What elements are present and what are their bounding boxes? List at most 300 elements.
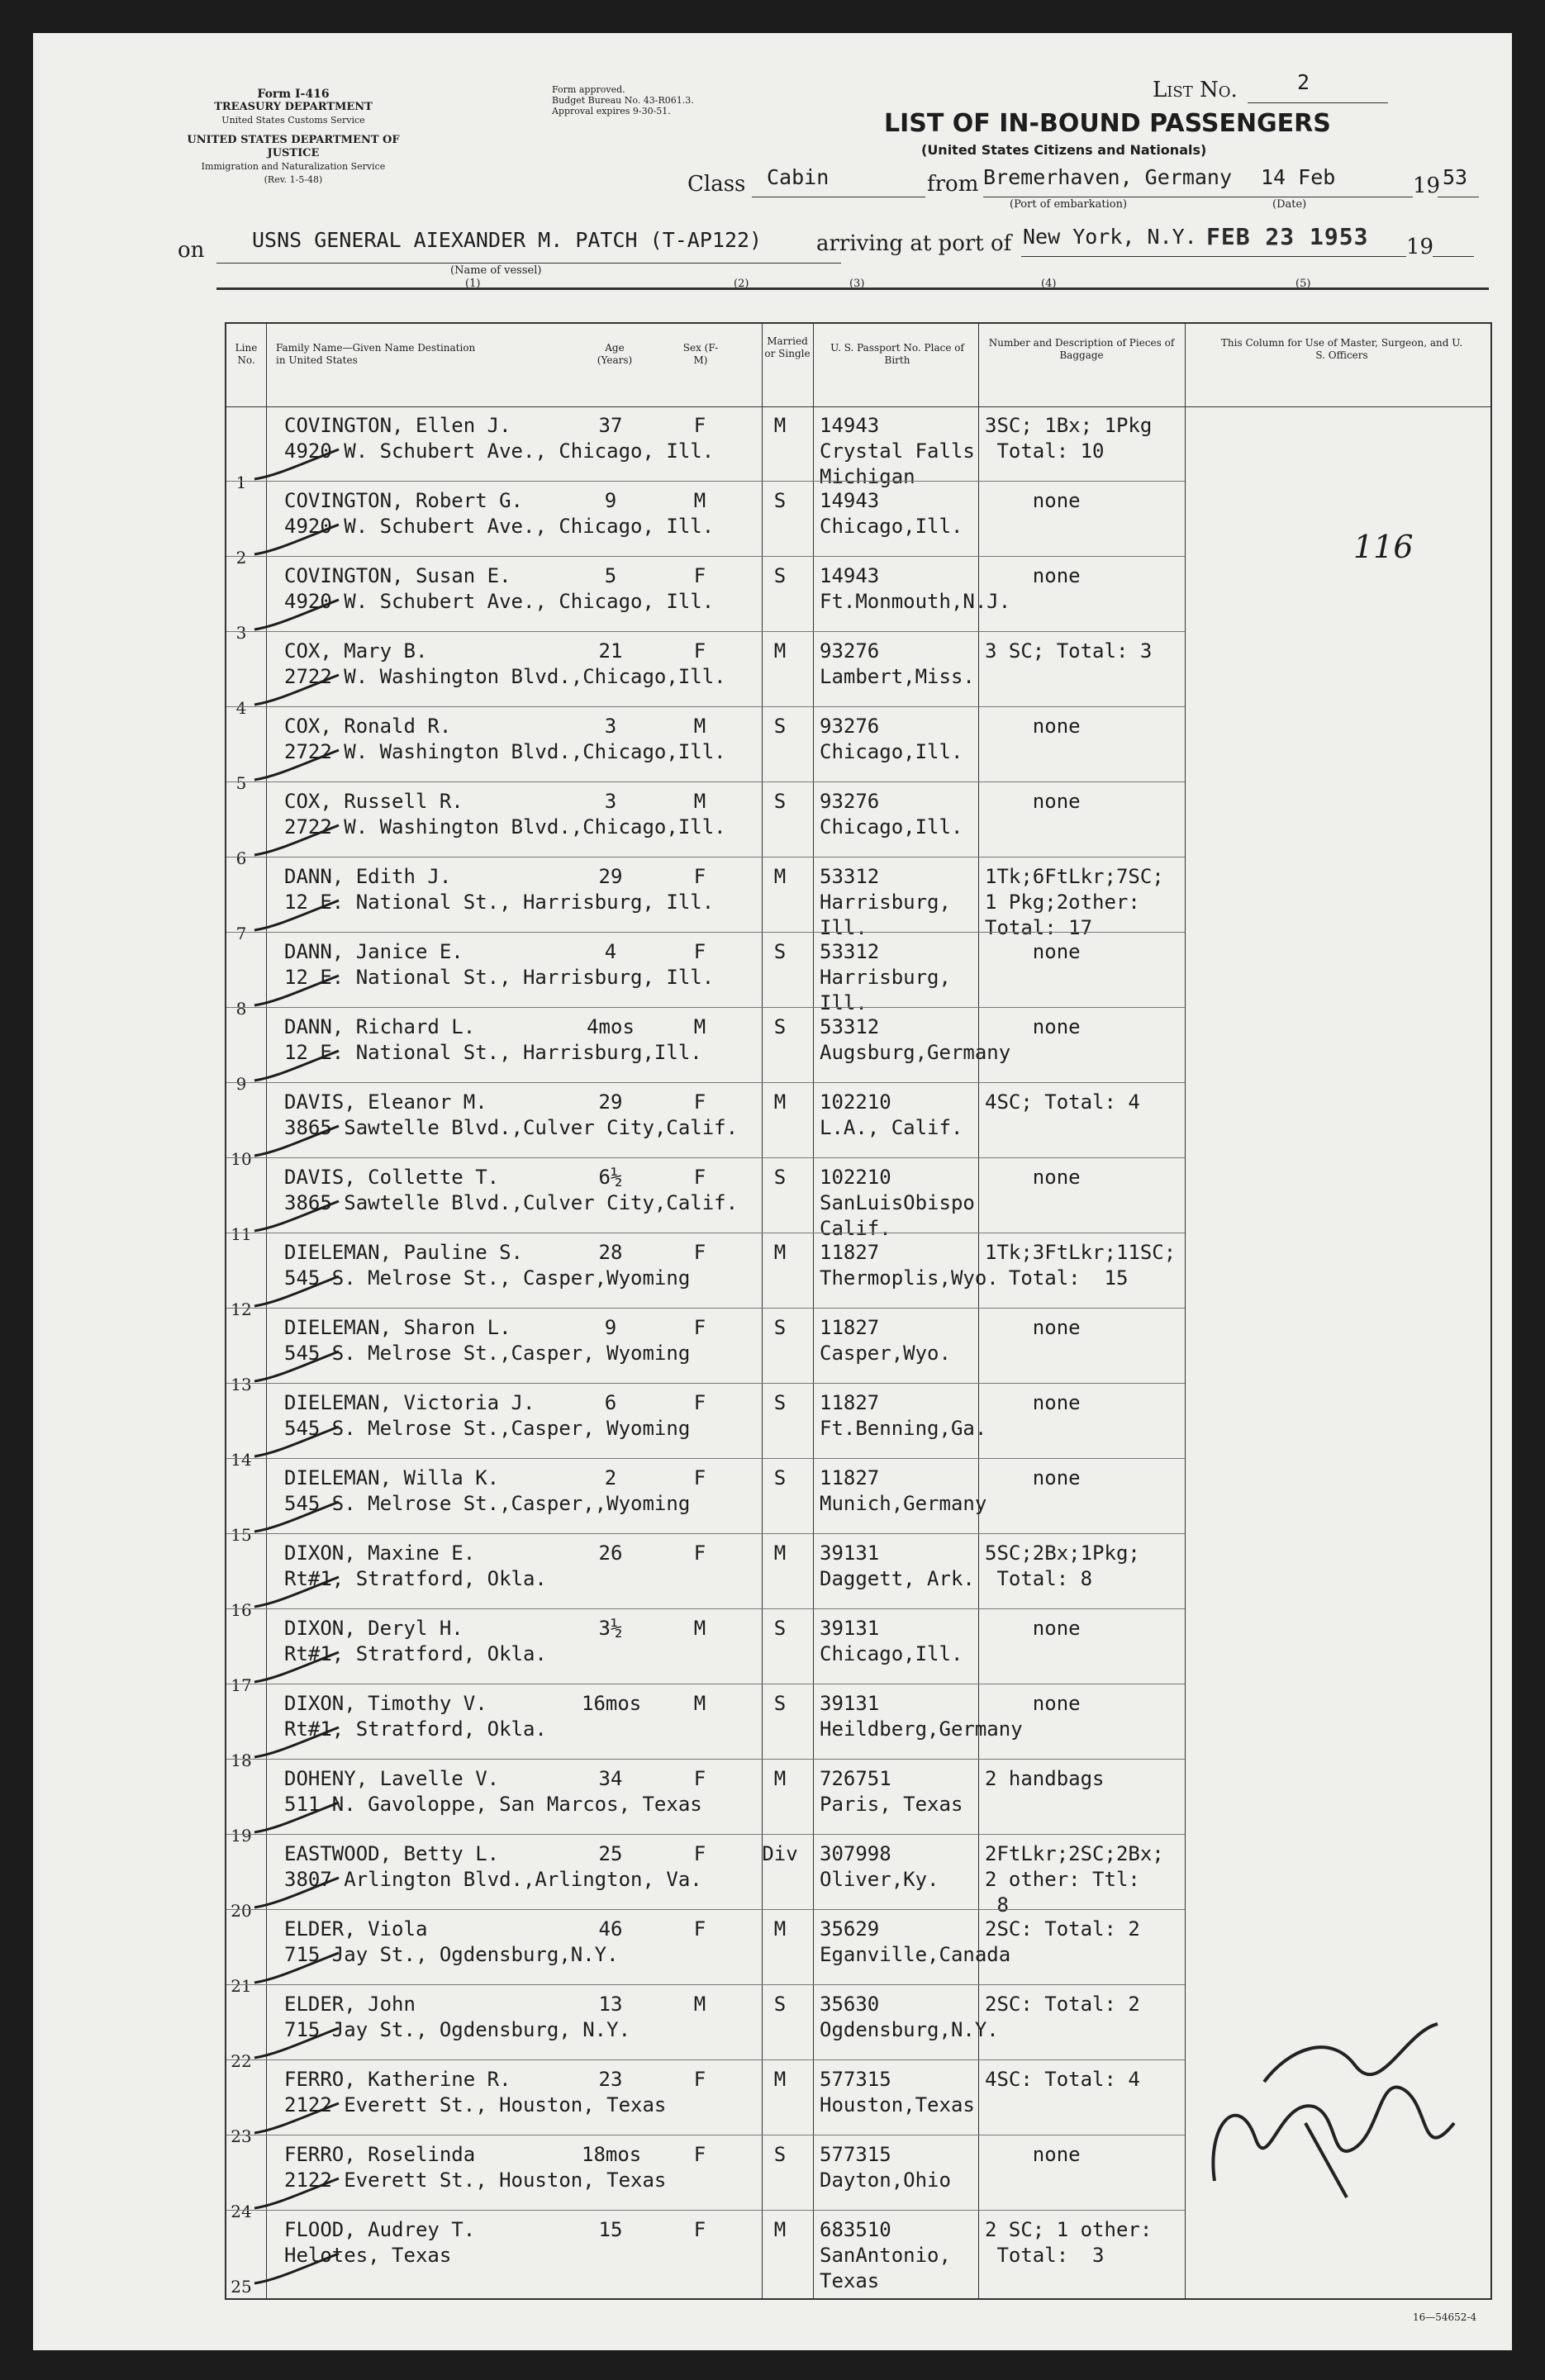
line-number: 10 [231, 1149, 252, 1169]
passenger-marital-status: M [773, 865, 787, 888]
passenger-birthplace: Ogdensburg,N.Y. [820, 2018, 999, 2041]
arrival-year-prefix: 19 [1406, 235, 1434, 259]
list-no-label: List No. [1153, 78, 1238, 102]
passenger-marital-status: M [773, 1542, 787, 1565]
passenger-name: DANN, Richard L. [284, 1015, 476, 1038]
passenger-name: DIXON, Timothy V. [284, 1692, 487, 1715]
passenger-marital-status: S [773, 1316, 787, 1339]
passenger-birthplace: Paris, Texas [820, 1793, 963, 1816]
check-mark [251, 672, 342, 710]
passenger-sex: F [693, 1542, 706, 1565]
passenger-birthplace: Houston,Texas [820, 2093, 975, 2116]
passenger-passport-no: 93276 [820, 639, 880, 663]
dept-ins: Immigration and Naturalization Service [201, 161, 386, 172]
passenger-passport-no: 39131 [820, 1542, 880, 1565]
passenger-address: 2722 W. Washington Blvd.,Chicago,Ill. [284, 740, 726, 763]
line-number: 3 [235, 623, 247, 643]
passenger-birthplace: Chicago,Ill. [820, 740, 963, 763]
passenger-sex: M [693, 489, 706, 512]
form-subtitle: (United States Citizens and Nationals) [921, 142, 1207, 158]
passenger-address: 12 E. National St., Harrisburg, Ill. [284, 891, 715, 914]
header-name: Family Name—Given Name Destination in United States [276, 342, 476, 366]
passenger-baggage: 2 handbags [985, 1767, 1105, 1790]
check-mark [251, 1950, 342, 1988]
line-number: 22 [231, 2051, 252, 2071]
passenger-passport-no: 577315 [820, 2068, 891, 2091]
line-number: 17 [231, 1675, 252, 1695]
passenger-sex: F [693, 1166, 706, 1189]
year-value: 53 [1443, 165, 1468, 189]
passenger-passport-no: 14943 [820, 564, 880, 587]
passenger-baggage: 2FtLkr;2SC;2Bx; 2 other: Ttl: 8 [985, 1842, 1164, 1917]
passenger-birthplace: SanAntonio, Texas [820, 2244, 951, 2292]
list-no-value: 2 [1297, 70, 1310, 94]
table-row [226, 1910, 1490, 1996]
passenger-marital-status: S [773, 1466, 787, 1489]
passenger-age: 9 [604, 1316, 617, 1339]
passenger-sex: F [693, 564, 706, 587]
passenger-sex: F [693, 1767, 706, 1790]
passenger-marital-status: Div [762, 1842, 798, 1865]
passenger-marital-status: S [773, 940, 787, 963]
passenger-passport-no: 93276 [820, 790, 880, 813]
passenger-birthplace: Munich,Germany [820, 1492, 987, 1515]
check-mark [251, 2250, 342, 2288]
dept-justice: UNITED STATES DEPARTMENT OF JUSTICE [187, 134, 400, 159]
passenger-passport-no: 577315 [820, 2143, 891, 2166]
passenger-baggage: 2SC: Total: 2 [985, 1917, 1140, 1941]
header-married: Married or Single [764, 335, 811, 359]
colnum-4: (4) [1041, 278, 1057, 290]
passenger-name: DIELEMAN, Victoria J. [284, 1391, 535, 1414]
passenger-age: 3 [604, 790, 617, 813]
table-row [226, 1384, 1490, 1470]
passenger-baggage: none [985, 1391, 1081, 1414]
passenger-baggage: 3 SC; Total: 3 [985, 639, 1153, 663]
passenger-sex: F [693, 1917, 706, 1941]
passenger-marital-status: S [773, 790, 787, 813]
passenger-passport-no: 35630 [820, 1993, 880, 2016]
class-value: Cabin [767, 165, 830, 189]
passenger-age: 29 [598, 1090, 623, 1114]
approval-line: Budget Bureau No. 43-R061.3. [552, 95, 694, 106]
passenger-baggage: none [985, 1015, 1081, 1038]
passenger-age: 5 [604, 564, 617, 587]
line-number: 20 [231, 1901, 252, 1921]
table-row [226, 2211, 1490, 2297]
passenger-marital-status: S [773, 1993, 787, 2016]
header-age: Age (Years) [597, 342, 633, 366]
passenger-sex: F [693, 1842, 706, 1865]
passenger-baggage: none [985, 564, 1081, 587]
arrival-port: New York, N.Y. [1023, 225, 1197, 249]
passenger-birthplace: Daggett, Ark. [820, 1567, 975, 1590]
approval-line: Approval expires 9-30-51. [552, 106, 671, 116]
footer-code: 16—54652-4 [1413, 2311, 1477, 2323]
check-mark [251, 1123, 342, 1161]
line-number: 13 [231, 1375, 252, 1394]
line-number: 2 [235, 548, 247, 568]
check-mark [251, 446, 342, 484]
passenger-name: DAVIS, Eleanor M. [284, 1090, 487, 1114]
passenger-marital-status: S [773, 1692, 787, 1715]
passenger-age: 34 [598, 1767, 623, 1790]
passenger-name: COX, Russell R. [284, 790, 464, 813]
passenger-marital-status: M [773, 1767, 787, 1790]
passenger-birthplace: Lambert,Miss. [820, 665, 975, 688]
passenger-marital-status: M [773, 1241, 787, 1264]
passenger-marital-status: M [773, 2068, 787, 2091]
passenger-passport-no: 11827 [820, 1316, 880, 1339]
passenger-sex: F [693, 1090, 706, 1114]
header-sex: Sex (F-M) [682, 342, 719, 366]
passenger-address: 715 Jay St., Ogdensburg,N.Y. [284, 1943, 619, 1966]
check-mark [251, 747, 342, 785]
line-number: 7 [235, 924, 247, 943]
passenger-sex: F [693, 1466, 706, 1489]
passenger-age: 6½ [598, 1166, 623, 1189]
passenger-name: COVINGTON, Susan E. [284, 564, 511, 587]
passenger-birthplace: Chicago,Ill. [820, 515, 963, 538]
passenger-birthplace: Chicago,Ill. [820, 1642, 963, 1665]
passenger-name: ELDER, John [284, 1993, 416, 2016]
passenger-name: FERRO, Roselinda [284, 2143, 476, 2166]
passenger-birthplace: Augsburg,Germany [820, 1041, 1011, 1064]
passenger-passport-no: 14943 [820, 489, 880, 512]
table-row [226, 1008, 1490, 1094]
table-row [226, 782, 1490, 868]
table-row [226, 1609, 1490, 1695]
passenger-address: 545 S. Melrose St.,Casper, Wyoming [284, 1342, 691, 1365]
passenger-marital-status: S [773, 1617, 787, 1640]
header-rule [216, 287, 1489, 290]
passenger-name: DOHENY, Lavelle V. [284, 1767, 500, 1790]
passenger-name: COX, Mary B. [284, 639, 428, 663]
passenger-address: 3865 Sawtelle Blvd.,Culver City,Calif. [284, 1116, 739, 1139]
passenger-passport-no: 39131 [820, 1617, 880, 1640]
passenger-baggage: none [985, 1466, 1081, 1489]
passenger-marital-status: M [773, 639, 787, 663]
passenger-birthplace: L.A., Calif. [820, 1116, 963, 1139]
passenger-passport-no: 11827 [820, 1241, 880, 1264]
passenger-passport-no: 307998 [820, 1842, 891, 1865]
table-row [226, 1835, 1490, 1921]
passenger-age: 25 [598, 1842, 623, 1865]
colnum-3: (3) [849, 278, 865, 290]
passenger-name: COVINGTON, Ellen J. [284, 414, 511, 437]
check-mark [251, 1047, 342, 1085]
passenger-age: 16mos [582, 1692, 642, 1715]
passenger-birthplace: Crystal Falls Michigan [820, 439, 975, 488]
table-row [226, 1233, 1490, 1319]
passenger-birthplace: Dayton,Ohio [820, 2169, 951, 2192]
passenger-address: Rt#1, Stratford, Okla. [284, 1642, 547, 1665]
table-row [226, 1684, 1490, 1770]
passenger-passport-no: 683510 [820, 2218, 891, 2241]
line-number: 4 [235, 698, 247, 718]
passenger-passport-no: 102210 [820, 1090, 891, 1114]
passenger-passport-no: 53312 [820, 940, 880, 963]
line-number: 12 [231, 1299, 252, 1319]
passenger-passport-no: 102210 [820, 1166, 891, 1189]
passenger-name: COVINGTON, Robert G. [284, 489, 523, 512]
table-row [226, 1309, 1490, 1394]
check-mark [251, 2100, 342, 2138]
passenger-baggage: none [985, 1617, 1081, 1640]
passenger-sex: M [693, 1617, 706, 1640]
passenger-baggage: 1Tk;6FtLkr;7SC; 1 Pkg;2other: Total: 17 [985, 865, 1164, 939]
dept-customs: United States Customs Service [221, 115, 365, 126]
passenger-age: 15 [598, 2218, 623, 2241]
passenger-sex: F [693, 2143, 706, 2166]
passenger-sex: M [693, 1993, 706, 2016]
passenger-baggage: 5SC;2Bx;1Pkg; Total: 8 [985, 1542, 1140, 1590]
passenger-baggage: none [985, 940, 1081, 963]
check-mark [251, 1724, 342, 1762]
passenger-passport-no: 93276 [820, 715, 880, 738]
passenger-address: 3807 Arlington Blvd.,Arlington, Va. [284, 1868, 702, 1891]
check-mark [251, 972, 342, 1010]
passenger-address: 12 E. National St., Harrisburg,Ill. [284, 1041, 702, 1064]
vessel-underline [216, 263, 841, 264]
passenger-name: DIELEMAN, Pauline S. [284, 1241, 523, 1264]
table-row [226, 1534, 1490, 1620]
passenger-baggage: 4SC; Total: 4 [985, 1090, 1140, 1114]
passenger-sex: F [693, 865, 706, 888]
passenger-age: 46 [598, 1917, 623, 1941]
passenger-age: 26 [598, 1542, 623, 1565]
line-number: 14 [231, 1450, 252, 1470]
manifest-page [33, 33, 1512, 2350]
passenger-name: FERRO, Katherine R. [284, 2068, 511, 2091]
embark-date: 14 Feb [1261, 165, 1336, 189]
passenger-name: COX, Ronald R. [284, 715, 452, 738]
passenger-sex: M [693, 790, 706, 813]
passenger-name: DIXON, Maxine E. [284, 1542, 476, 1565]
form-number: Form I-416 [257, 88, 330, 101]
passenger-birthplace: Ft.Monmouth,N.J. [820, 590, 1011, 613]
passenger-passport-no: 35629 [820, 1917, 880, 1941]
check-mark [251, 1348, 342, 1386]
table-row [226, 482, 1490, 568]
passenger-name: DIELEMAN, Willa K. [284, 1466, 500, 1489]
vessel-name: USNS GENERAL AIEXANDER M. PATCH (T-AP122) [252, 228, 763, 252]
arrival-year-underline [1433, 256, 1474, 257]
line-number: 19 [231, 1826, 252, 1846]
passenger-marital-status: S [773, 715, 787, 738]
colnum-5: (5) [1295, 278, 1311, 290]
on-label: on [178, 238, 205, 263]
passenger-sex: F [693, 940, 706, 963]
table-row [226, 1760, 1490, 1846]
check-mark [251, 822, 342, 860]
passenger-name: DIXON, Deryl H. [284, 1617, 464, 1640]
passenger-name: DAVIS, Collette T. [284, 1166, 500, 1189]
passenger-address: 545 S. Melrose St.,Casper,,Wyoming [284, 1492, 691, 1515]
passenger-sex: M [693, 715, 706, 738]
header-passport: U. S. Passport No. Place of Birth [830, 342, 964, 366]
passenger-birthplace: Harrisburg, Ill. [820, 891, 951, 939]
table-row [226, 406, 1490, 492]
arrival-date-stamp: FEB 23 1953 [1206, 223, 1369, 250]
passenger-sex: F [693, 1241, 706, 1264]
passenger-name: DANN, Edith J. [284, 865, 452, 888]
passenger-marital-status: M [773, 2218, 787, 2241]
passenger-sex: M [693, 1015, 706, 1038]
check-mark [251, 1423, 342, 1461]
passenger-birthplace: Ft.Benning,Ga. [820, 1417, 987, 1440]
table-row [226, 557, 1490, 643]
line-number: 5 [235, 773, 247, 793]
passenger-address: 545 S. Melrose St., Casper,Wyoming [284, 1266, 691, 1290]
passenger-marital-status: M [773, 1090, 787, 1114]
check-mark [251, 596, 342, 634]
embark-port-caption: (Port of embarkation) [1010, 198, 1128, 211]
passenger-baggage: none [985, 2143, 1081, 2166]
passenger-address: 3865 Sawtelle Blvd.,Culver City,Calif. [284, 1191, 739, 1214]
form-title: LIST OF IN-BOUND PASSENGERS [884, 109, 1331, 138]
passenger-passport-no: 53312 [820, 1015, 880, 1038]
passenger-age: 4 [604, 940, 617, 963]
passenger-sex: F [693, 1316, 706, 1339]
table-row [226, 1459, 1490, 1545]
passenger-age: 3½ [598, 1617, 623, 1640]
passenger-address: 2122 Everett St., Houston, Texas [284, 2093, 667, 2116]
approval-block [552, 84, 694, 116]
passenger-birthplace: Oliver,Ky. [820, 1868, 939, 1891]
arriving-label: arriving at port of [816, 231, 1012, 256]
passenger-age: 13 [598, 1993, 623, 2016]
passenger-passport-no: 726751 [820, 1767, 891, 1790]
passenger-passport-no: 11827 [820, 1466, 880, 1489]
passenger-name: EASTWOOD, Betty L. [284, 1842, 500, 1865]
passenger-address: 4920 W. Schubert Ave., Chicago, Ill. [284, 590, 715, 613]
line-number: 8 [235, 999, 247, 1019]
line-number: 9 [235, 1074, 247, 1094]
check-mark [251, 1574, 342, 1612]
dept-treasury: TREASURY DEPARTMENT [214, 101, 373, 113]
header-line-no: Line No. [235, 342, 258, 366]
class-label: Class [687, 172, 746, 197]
check-mark [251, 1499, 342, 1537]
check-mark [251, 897, 342, 935]
passenger-baggage: 2SC: Total: 2 [985, 1993, 1140, 2016]
line-number: 15 [231, 1525, 252, 1545]
passenger-marital-status: M [773, 1917, 787, 1941]
check-mark [251, 1198, 342, 1236]
passenger-birthplace: Eganville,Canada [820, 1943, 1011, 1966]
passenger-birthplace: SanLuisObispo Calif. [820, 1191, 975, 1240]
passenger-sex: F [693, 2068, 706, 2091]
passenger-marital-status: S [773, 564, 787, 587]
passenger-birthplace: Thermoplis,Wyo. [820, 1266, 999, 1290]
line-number: 18 [231, 1751, 252, 1770]
header-baggage: Number and Description of Pieces of Baggage [988, 337, 1175, 361]
passenger-age: 4mos [587, 1015, 635, 1038]
passenger-age: 6 [604, 1391, 617, 1414]
passenger-baggage: 1Tk;3FtLkr;11SC; Total: 15 [985, 1241, 1177, 1290]
passenger-marital-status: S [773, 2143, 787, 2166]
passenger-baggage: none [985, 489, 1081, 512]
passenger-sex: M [693, 1692, 706, 1715]
arrival-underline [1021, 256, 1406, 257]
check-mark [251, 1799, 342, 1837]
line-number: 21 [231, 1976, 252, 1996]
table-row [226, 857, 1490, 943]
from-label: from [927, 172, 979, 197]
check-mark [251, 2175, 342, 2213]
passenger-name: DIELEMAN, Sharon L. [284, 1316, 511, 1339]
passenger-name: FLOOD, Audrey T. [284, 2218, 476, 2241]
line-number: 6 [235, 848, 247, 868]
embark-port: Bremerhaven, Germany [983, 165, 1233, 189]
check-mark [251, 1273, 342, 1311]
passenger-name: DANN, Janice E. [284, 940, 464, 963]
line-number: 24 [231, 2202, 252, 2221]
passenger-address: 4920 W. Schubert Ave., Chicago, Ill. [284, 515, 715, 538]
form-revision: (Rev. 1-5-48) [264, 174, 323, 185]
passenger-address: 2722 W. Washington Blvd.,Chicago,Ill. [284, 815, 726, 838]
passenger-passport-no: 53312 [820, 865, 880, 888]
passenger-address: 511 N. Gavoloppe, San Marcos, Texas [284, 1793, 702, 1816]
passenger-sex: F [693, 639, 706, 663]
passenger-marital-status: S [773, 1391, 787, 1414]
passenger-age: 9 [604, 489, 617, 512]
passenger-passport-no: 11827 [820, 1391, 880, 1414]
line-number: 25 [231, 2277, 252, 2297]
passenger-address: 715 Jay St., Ogdensburg, N.Y. [284, 2018, 631, 2041]
passenger-baggage: 4SC: Total: 4 [985, 2068, 1140, 2091]
passenger-marital-status: S [773, 1166, 787, 1189]
passenger-sex: F [693, 1391, 706, 1414]
table-row [226, 933, 1490, 1019]
approval-line: Form approved. [552, 84, 625, 95]
passenger-baggage: none [985, 1316, 1081, 1339]
passenger-baggage: none [985, 790, 1081, 813]
line-number: 16 [231, 1600, 252, 1620]
passenger-age: 18mos [582, 2143, 642, 2166]
passenger-birthplace: Chicago,Ill. [820, 815, 963, 838]
passenger-baggage: none [985, 715, 1081, 738]
check-mark [251, 2025, 342, 2063]
colnum-1: (1) [465, 278, 481, 290]
passenger-address: 2122 Everett St., Houston, Texas [284, 2169, 667, 2192]
colnum-2: (2) [734, 278, 749, 290]
passenger-age: 2 [604, 1466, 617, 1489]
passenger-age: 21 [598, 639, 623, 663]
year-prefix: 19 [1413, 173, 1441, 198]
passenger-address: Rt#1, Stratford, Okla. [284, 1717, 547, 1741]
list-no-underline [1248, 102, 1388, 103]
passenger-passport-no: 39131 [820, 1692, 880, 1715]
passenger-passport-no: 14943 [820, 414, 880, 437]
passenger-baggage: 3SC; 1Bx; 1Pkg Total: 10 [985, 414, 1153, 463]
passenger-baggage: none [985, 1692, 1081, 1715]
passenger-age: 23 [598, 2068, 623, 2091]
line-number: 1 [235, 473, 247, 492]
justice-block [169, 134, 417, 187]
check-mark [251, 1874, 342, 1912]
form-agency-block [169, 88, 417, 127]
check-mark [251, 521, 342, 559]
line-number: 23 [231, 2126, 252, 2146]
passenger-address: 4920 W. Schubert Ave., Chicago, Ill. [284, 439, 715, 463]
officer-signature [1190, 1999, 1471, 2206]
passenger-sex: F [693, 414, 706, 437]
passenger-marital-status: S [773, 1015, 787, 1038]
passenger-address: 12 E. National St., Harrisburg, Ill. [284, 966, 715, 989]
table-row [226, 1083, 1490, 1169]
